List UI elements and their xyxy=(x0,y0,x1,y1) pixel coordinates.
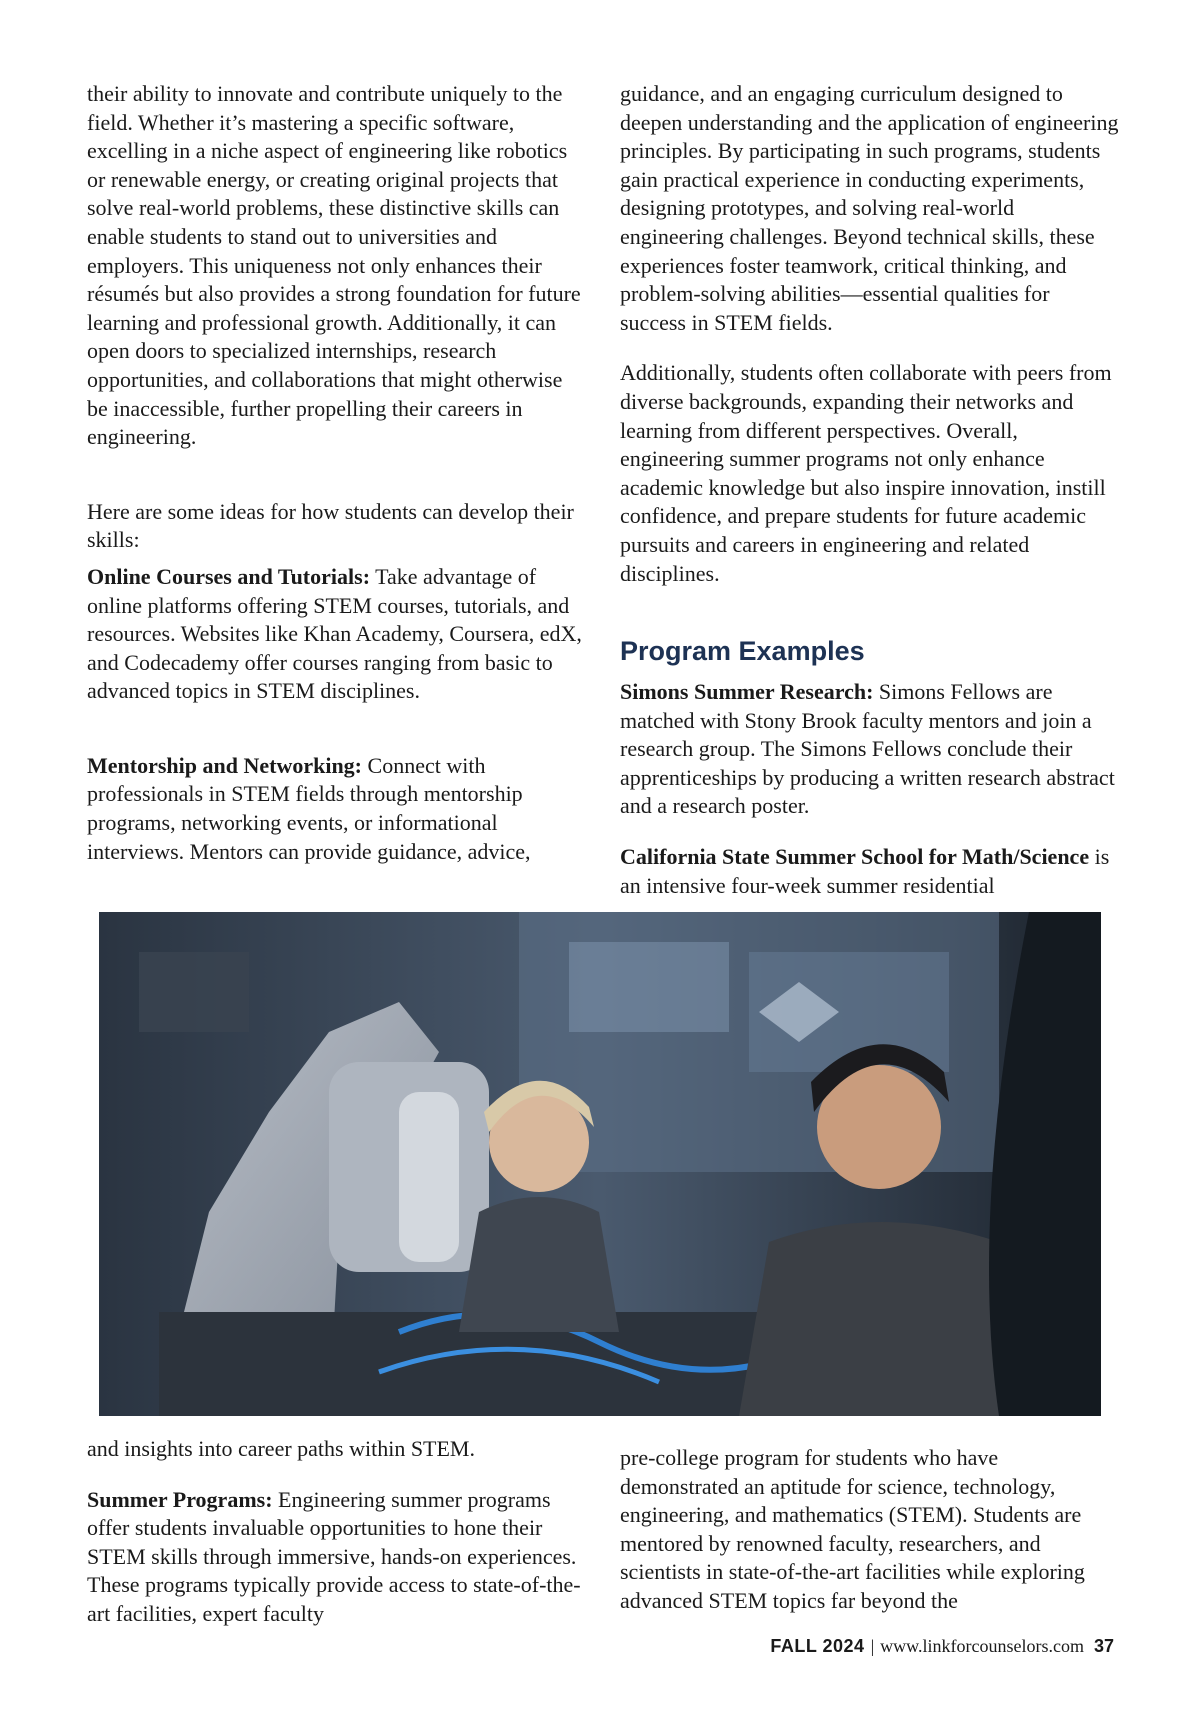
mentorship-lead: Mentorship and Networking: xyxy=(87,752,363,778)
left-column-top xyxy=(87,80,587,866)
simons-text: Simons Fellows are matched with Stony Brook faculty mentors and join a research group. The Simons Fellows conclude their apprenticeships by producing a written research abstract and a research poster. xyxy=(620,679,1115,819)
online-courses-text: Take advantage of online platforms offering STEM courses, tutorials, and resources. Websites like Khan Academy, Coursera, edX, and Codecademy offer courses ranging from basic to advanced topics in STEM disciplines. xyxy=(87,563,582,704)
right-column-top xyxy=(620,80,1120,900)
lab-photo-illustration xyxy=(99,912,1101,1416)
summer-programs-lead: Summer Programs: xyxy=(87,1486,273,1512)
program-examples-heading: Program Examples xyxy=(620,636,865,667)
online-courses-lead: Online Courses and Tutorials: xyxy=(87,563,371,589)
footer-url-link[interactable]: www.linkforcounselors.com xyxy=(880,1636,1084,1656)
california-text: is an intensive four-week summer residential xyxy=(620,844,1110,898)
ideas-intro-paragraph: Here are some ideas for how students can develop their skills: xyxy=(87,498,574,553)
mentorship-paragraph xyxy=(87,752,587,866)
footer-season: FALL 2024 xyxy=(770,1636,865,1656)
california-paragraph xyxy=(620,843,1120,900)
summer-programs-text: Engineering summer programs offer students invaluable opportunities to hone their STEM skills through immersive, hands-on experiences. These programs typically provide access to state-of-the-art facilities, expert faculty xyxy=(87,1486,581,1626)
mentorship-continued-paragraph: and insights into career paths within STEM. xyxy=(87,1436,475,1461)
lab-photo xyxy=(99,912,1101,1416)
simons-lead: Simons Summer Research: xyxy=(620,679,874,705)
page-number: 37 xyxy=(1093,1636,1114,1656)
right-column-bottom xyxy=(620,1444,1120,1616)
simons-paragraph xyxy=(620,678,1120,821)
footer-separator: | xyxy=(870,1636,875,1656)
collaboration-paragraph: Additionally, students often collaborate with peers from diverse backgrounds, expanding their networks and learning from different perspectives. Overall, engineering summer programs not only enhance academic knowledge but also inspire innovation, instill confidence, and prepare students for future academic pursuits and careers in engineering and related disciplines. xyxy=(620,360,1112,586)
california-lead: California State Summer School for Math/Science xyxy=(620,844,1090,870)
mentorship-text: Connect with professionals in STEM fields through mentorship programs, networking events, or informational interviews. Mentors can provide guidance, advice, xyxy=(87,752,531,864)
summer-programs-continued-paragraph: guidance, and an engaging curriculum designed to deepen understanding and the application of engineering principles. By participating in such programs, students gain practical experience in conducting experiments, designing prototypes, and solving real-world engineering challenges. Beyond technical skills, these experiences foster teamwork, critical thinking, and problem-solving abilities—essential qualities for success in STEM fields. xyxy=(620,81,1119,335)
left-column-bottom xyxy=(87,1435,587,1629)
page-footer xyxy=(770,1636,1114,1657)
online-courses-paragraph xyxy=(87,563,587,706)
california-continued-paragraph: pre-college program for students who have demonstrated an aptitude for science, technology, engineering, and mathematics (STEM). Students are mentored by renowned faculty, researchers, and scientists in state-of-the-art facilities while exploring advanced STEM topics far beyond the xyxy=(620,1445,1085,1613)
intro-paragraph: their ability to innovate and contribute uniquely to the field. Whether it’s mastering a specific software, excelling in a niche aspect of engineering like robotics or renewable energy, or creating original projects that solve real-world problems, these distinctive skills can enable students to stand out to universities and employers. This uniqueness not only enhances their résumés but also provides a strong foundation for future learning and professional growth. Additionally, it can open doors to specialized internships, research opportunities, and collaborations that might otherwise be inaccessible, further propelling their careers in engineering. xyxy=(87,81,581,450)
summer-programs-paragraph xyxy=(87,1486,587,1629)
